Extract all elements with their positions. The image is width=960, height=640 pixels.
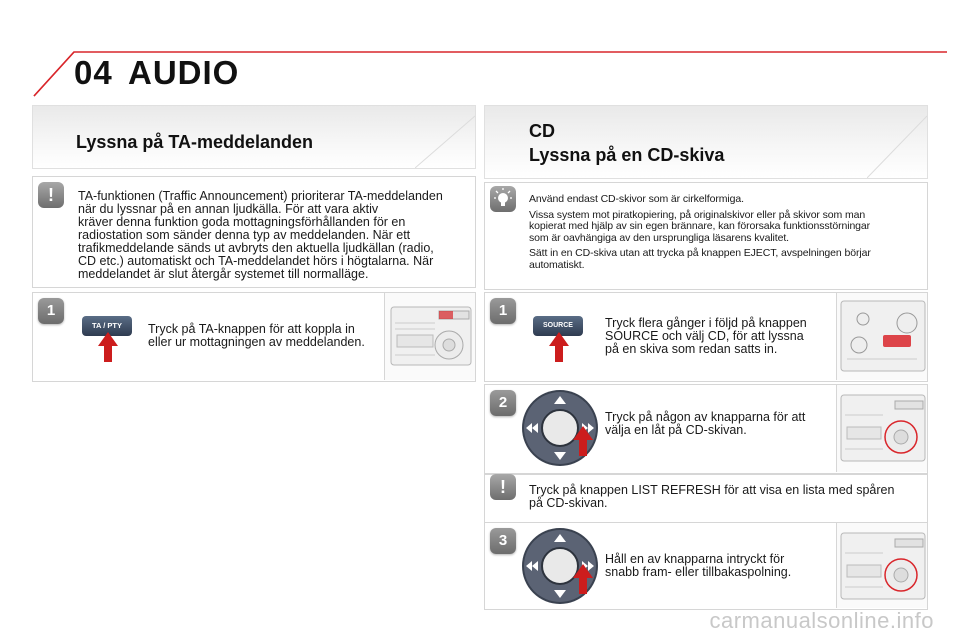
watermark: carmanualsonline.info [709,608,934,633]
tip-lightbulb-icon [490,186,516,212]
chapter-title: AUDIO [128,54,240,91]
step-number-badge: 3 [490,528,516,554]
step-number-badge: 1 [490,298,516,324]
arrow-up-icon [547,330,571,364]
cd-step3-text: Håll en av knapparna intryckt för snabb fram- eller tillbakaspolning. [605,552,792,579]
ta-step1-text: Tryck på TA-knappen för att koppla in eller ur mottagningen av meddelanden. [148,322,365,349]
cd-step1-text: Tryck flera gånger i följd på knappen SOURCE och välj CD, för att lyssna på en skiva som redan satts in. [605,316,807,356]
radio-thumbnail [384,293,475,380]
radio-thumbnail [836,293,927,380]
cd-step2-text: Tryck på någon av knapparna för att välja en låt på CD-skivan. [605,410,806,437]
ta-pty-button[interactable]: TA / PTY [82,316,132,336]
cd-tip-text: Använd endast CD-skivor som är cirkelformiga. Vissa system mot piratkopiering, på originalskivor eller på skivor som man kopierat med hjälp av sin egen brännare, kan förorsaka funktionsstörningar som är oavhängiga av den ursprungliga läsarens kvalitet. Sätt in en CD-skiva utan att trycka på knappen EJECT, avspelningen börjar automatiskt. [529,193,871,271]
right-heading-small: CD [529,121,555,141]
ta-info-text: TA-funktionen (Traffic Announcement) prioriterar TA-meddelanden när du lyssnar på en annan ljudkälla. För att vara aktiv kräver denna funktion goda mottagningsförhållanden för en radiostation som sänder denna typ av meddelanden. När ett trafikmeddelande sänds ut avbryts den aktuella ljudkällan (radio, CD etc.) automatiskt och TA-meddelandet hörs i högtalarna. När meddelandet är slut återgår systemet till normalläge. [78,189,443,281]
arrow-up-icon [96,330,120,364]
exclamation-icon: ! [490,474,516,500]
arrow-up-icon [572,424,594,458]
list-refresh-note-text: Tryck på knappen LIST REFRESH för att visa en lista med spåren på CD-skivan. [529,483,895,510]
right-heading: Lyssna på en CD-skiva [529,145,725,165]
exclamation-icon: ! [38,182,64,208]
right-heading-panel [484,105,928,179]
step-number-badge: 1 [38,298,64,324]
step-number-badge: 2 [490,390,516,416]
left-heading: Lyssna på TA-meddelanden [76,132,314,152]
arrow-up-icon [572,562,594,596]
radio-thumbnail [836,523,927,608]
radio-thumbnail [836,385,927,472]
chapter-number: 04 [74,54,113,91]
source-button[interactable]: SOURCE [533,316,583,336]
